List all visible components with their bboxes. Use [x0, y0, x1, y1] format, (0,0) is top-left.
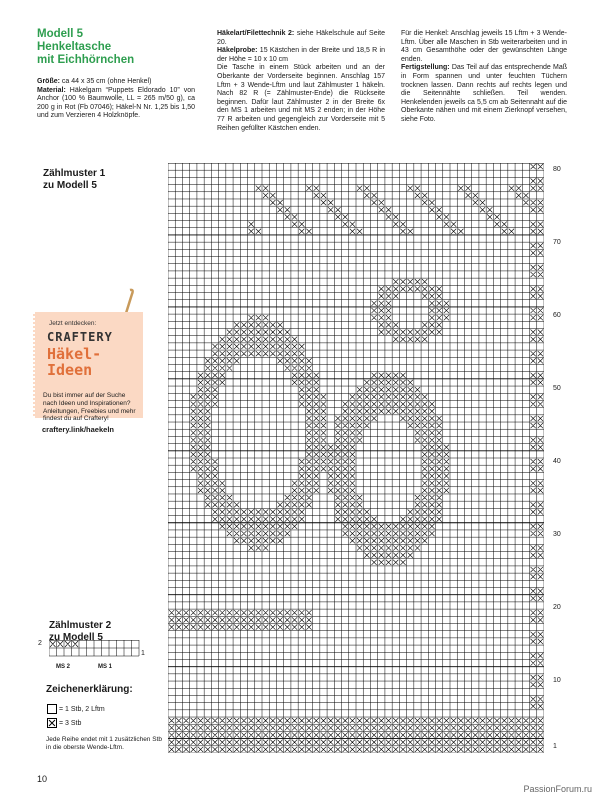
row-tick-40: 40 [553, 458, 561, 465]
craftery-promo [33, 312, 143, 423]
instructions-text: Die Tasche in einem Stück arbeiten und an der Oberkante der Vorderseite beginnen. Anschlag 157 Lftm + 3 Wende-Lftm und laut Zählmuster 1 häkeln. Nach 82 R (= Zählmuster-Ende) die Rückseite beginnen. Dafür laut Zählmuster 2 in der Breite 6x den MS 1 arbeiten und mit MS 2 enden; in der Höhe 77 R arbeiten und gegengleich zur Vorderseite mit 5 Reihen gefüllter Kästchen enden. [217, 64, 385, 132]
model-title [37, 28, 187, 67]
row-tick-1: 1 [553, 743, 557, 750]
materials-column [37, 78, 195, 121]
ms1-label: MS 1 [98, 664, 113, 670]
row-tick-30: 30 [553, 531, 561, 538]
legend-item1: = 1 Stb, 2 Lftm [59, 705, 105, 713]
row-tick-70: 70 [553, 239, 561, 246]
row-tick-20: 20 [553, 604, 561, 611]
pattern1-chart [168, 163, 544, 753]
row-tick-60: 60 [553, 312, 561, 319]
legend-note: Jede Reihe endet mit 1 zusätzlichen Stb in die oberste Wende-Lftm. [46, 736, 162, 751]
model-title-line3: mit Eichhörnchen [37, 54, 135, 66]
gauge-text: 15 Kästchen in der Breite und 18,5 R in der Höhe = 10 x 10 cm [217, 47, 385, 63]
row-tick-80: 80 [553, 166, 561, 173]
size-text: ca 44 x 35 cm (ohne Henkel) [61, 78, 152, 85]
technique-label: Häkelart/Filettechnik 2: [217, 30, 295, 37]
model-title-line1: Modell 5 [37, 28, 84, 40]
size-label: Größe: [37, 78, 60, 85]
handle-text: Für die Henkel: Anschlag jeweils 15 Lftm + 3 Wende-Lftm. Über alle Maschen in Stb weiterarbeiten und in 43 cm Gesamthöhe oder der gewünschten Länge enden. [401, 30, 567, 63]
promo-text: Du bist immer auf der Suche nach Ideen und Inspirationen? Anleitungen, Freebies und mehr findest du auf Craftery! [43, 392, 136, 423]
row-tick-10: 10 [553, 677, 561, 684]
watermark: PassionForum.ru [523, 784, 592, 794]
filled-mesh-icon [47, 718, 57, 728]
promo-brand: CRAFTERY [47, 330, 113, 344]
ms2-label: MS 2 [56, 664, 71, 670]
gauge-label: Häkelprobe: [217, 47, 258, 55]
pattern2-row2-label: 2 [38, 640, 42, 647]
legend-filled-mesh [47, 718, 81, 728]
pattern1-heading [43, 168, 105, 192]
promo-headline [47, 346, 127, 378]
material-text: Häkelgarn “Puppets Eldorado 10” von Anchor (100 % Baumwolle, LL = 265 m/50 g), ca 200 g in Rot (Fb 07046); Häkel-N Nr. 1,25 bis 1,50 und zum Verzieren 4 Holzknöpfe. [37, 86, 195, 120]
promo-headline-2: Ideen [47, 361, 93, 379]
material-label: Material: [37, 86, 66, 94]
legend-item2: = 3 Stb [59, 719, 82, 727]
model-title-line2: Henkeltasche [37, 41, 112, 53]
pattern1-line2: zu Modell 5 [43, 180, 97, 191]
pattern2-row1-label: 1 [141, 650, 145, 657]
finishing-label: Fertigstellung: [401, 64, 450, 72]
pattern2-chart [49, 640, 141, 664]
legend-open-mesh [47, 704, 105, 714]
finishing-text: Das Teil auf das entsprechende Maß in Form spannen und unter feuchten Tüchern trocknen lassen. Dann rechts auf rechts legen und die Seitennähte schließen. Teil wenden. Henkelenden jeweils ca 5,5 cm ab Seitennaht auf die Oberkante nähen und mit einem Zierknopf versehen, siehe Foto. [401, 64, 567, 123]
instructions-column [217, 30, 385, 133]
pattern2-line2: zu Modell 5 [49, 632, 103, 643]
craftery-link[interactable]: craftery.link/haekeln [42, 425, 114, 434]
promo-headline-1: Häkel- [47, 345, 102, 363]
finishing-column [401, 30, 567, 125]
legend-title: Zeichenerklärung: [46, 684, 133, 695]
technique-text: siehe Häkelschule auf Seite 20. [217, 30, 386, 46]
open-mesh-icon [47, 704, 57, 714]
pattern1-line1: Zählmuster 1 [43, 168, 106, 179]
promo-lead: Jetzt entdecken: [49, 320, 97, 327]
pattern2-line1: Zählmuster 2 [49, 620, 112, 631]
page-number: 10 [37, 774, 48, 784]
row-tick-50: 50 [553, 385, 561, 392]
